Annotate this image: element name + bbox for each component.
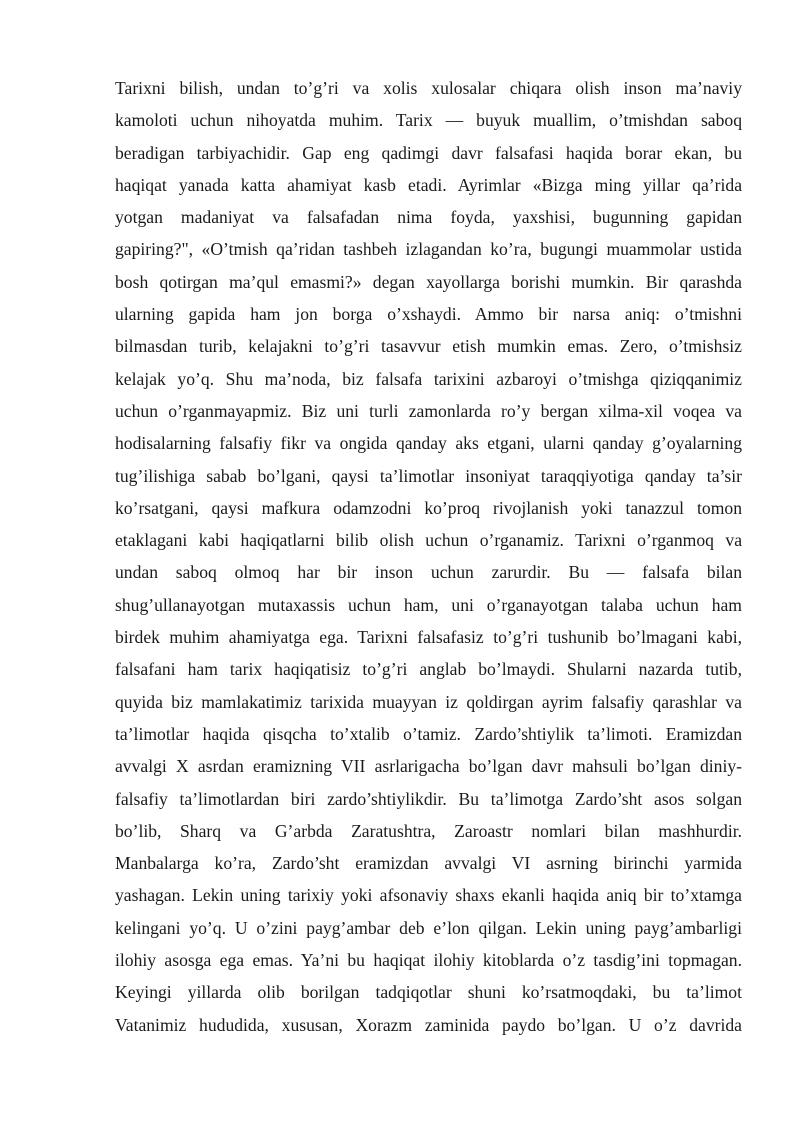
text-line: Keyingi yillarda olib borilgan tadqiqotlar shuni ko’rsatmoqdaki, bu ta’limot xyxy=(115,982,742,1003)
text-line: kelingani yo’q. U o’zini payg’ambar deb e’lon qilgan. Lekin uning payg’ambarligi xyxy=(115,917,742,938)
text-line: uchun o’rganmayapmiz. Biz uni turli zamonlarda ro’y bergan xilma-xil voqea va xyxy=(115,400,742,421)
text-line: bosh qotirgan ma’qul emasmi?» degan xayollarga borishi mumkin. Bir qarashda xyxy=(115,271,742,292)
text-line: kelajak yo’q. Shu ma’noda, biz falsafa tarixini azbaroyi o’tmishga qiziqqanimiz xyxy=(115,368,742,389)
text-line: haqiqat yanada katta ahamiyat kasb etadi. Ayrimlar «Bizga ming yillar qa’rida xyxy=(115,174,742,195)
text-line: tug’ilishiga sabab bo’lgani, qaysi ta’limotlar insoniyat taraqqiyotiga qanday ta’sir xyxy=(115,465,742,486)
text-line: avvalgi X asrdan eramizning VII asrlarigacha bo’lgan davr mahsuli bo’lgan diniy- xyxy=(115,756,742,777)
text-line: birdek muhim ahamiyatga ega. Tarixni falsafasiz to’g’ri tushunib bo’lmagani kabi, xyxy=(115,627,742,648)
text-line: shug’ullanayotgan mutaxassis uchun ham, uni o’rganayotgan talaba uchun ham xyxy=(115,594,742,615)
text-line: falsafiy ta’limotlardan biri zardo’shtiylikdir. Bu ta’limotga Zardo’sht asos solgan xyxy=(115,788,742,809)
text-line: hodisalarning falsafiy fikr va ongida qanday aks etgani, ularni qanday g’oyalarning xyxy=(115,433,742,454)
text-line: Tarixni bilish, undan to’g’ri va xolis xulosalar chiqara olish inson ma’naviy xyxy=(115,78,742,98)
text-line: gapiring?", «O’tmish qa’ridan tashbeh izlagandan ko’ra, bugungi muammolar ustida xyxy=(115,239,742,260)
text-line: etaklagani kabi haqiqatlarni bilib olish uchun o’rganamiz. Tarixni o’rganmoq va xyxy=(115,530,742,551)
text-line: ta’limotlar haqida qisqcha to’xtalib o’tamiz. Zardo’shtiylik ta’limoti. Eramizdan xyxy=(115,723,742,744)
text-line: kamoloti uchun nihoyatda muhim. Tarix — buyuk muallim, o’tmishdan saboq xyxy=(115,110,742,131)
text-line: yotgan madaniyat va falsafadan nima foyda, yaxshisi, bugunning gapidan xyxy=(115,207,742,228)
text-line: ilohiy asosga ega emas. Ya’ni bu haqiqat ilohiy kitoblarda o’z tasdig’ini topmagan. xyxy=(115,950,742,971)
text-line: ko’rsatgani, qaysi mafkura odamzodni ko’proq rivojlanish yoki tanazzul tomon xyxy=(115,497,742,518)
text-line: falsafani ham tarix haqiqatisiz to’g’ri anglab bo’lmaydi. Shularni nazarda tutib, xyxy=(115,659,742,680)
text-line: bo’lib, Sharq va G’arbda Zaratushtra, Zaroastr nomlari bilan mashhurdir. xyxy=(115,820,742,841)
text-line: Manbalarga ko’ra, Zardo’sht eramizdan avvalgi VI asrning birinchi yarmida xyxy=(115,853,742,874)
text-line: beradigan tarbiyachidir. Gap eng qadimgi davr falsafasi haqida borar ekan, bu xyxy=(115,142,742,163)
text-line: undan saboq olmoq har bir inson uchun zarurdir. Bu — falsafa bilan xyxy=(115,562,742,583)
text-line: bilmasdan turib, kelajakni to’g’ri tasavvur etish mumkin emas. Zero, o’tmishsiz xyxy=(115,336,742,357)
text-line: yashagan. Lekin uning tarixiy yoki afsonaviy shaxs ekanli haqida aniq bir to’xtamga xyxy=(115,885,742,906)
text-line: Vatanimiz hududida, xususan, Xorazm zaminida paydo bo’lgan. U o’z davrida xyxy=(115,1014,742,1035)
text-line: ularning gapida ham jon borga o’xshaydi. Ammo bir narsa aniq: o’tmishni xyxy=(115,304,742,325)
text-line: quyida biz mamlakatimiz tarixida muayyan iz qoldirgan ayrim falsafiy qarashlar va xyxy=(115,691,742,712)
body-text xyxy=(115,72,742,1041)
